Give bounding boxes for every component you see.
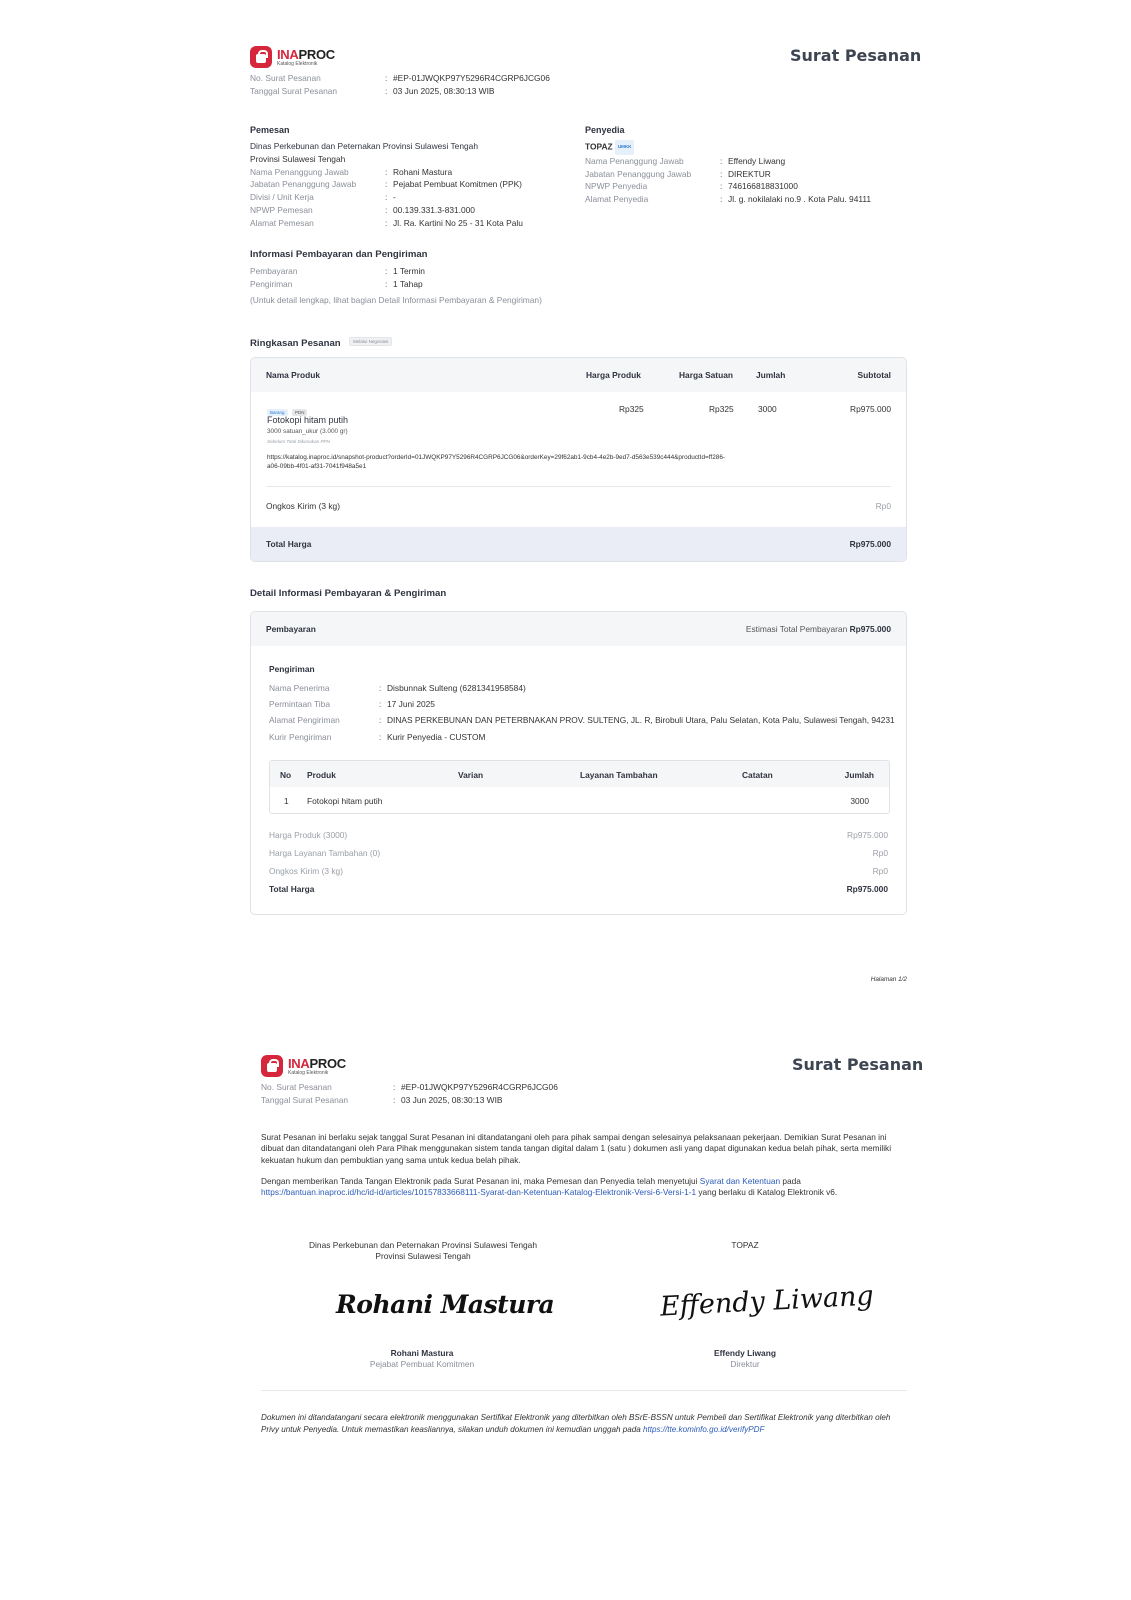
- col-price: Harga Produk: [586, 370, 641, 380]
- shipping-value: DINAS PERKEBUNAN DAN PETERBNAKAN PROV. SULTENG, JL. R, Birobuli Utara, Palu Selatan, Kota Palu, Sulawesi Tengah, 94231: [387, 715, 895, 726]
- shipping-value: 17 Juni 2025: [387, 699, 435, 710]
- shipping-label: Kurir Pengiriman: [269, 731, 332, 742]
- payment-info-note: (Untuk detail lengkap, lihat bagian Detail Informasi Pembayaran & Pengiriman): [250, 294, 542, 305]
- penyedia-value: 746166818831000: [728, 181, 798, 192]
- logo-subtitle: Katalog Elektronik: [277, 60, 318, 67]
- payment-info-label: Pembayaran: [250, 266, 298, 276]
- buyer-role: Pejabat Pembuat Komitmen: [369, 1359, 475, 1370]
- summary-total-row: [251, 527, 906, 561]
- signature-divider: [261, 1390, 907, 1391]
- seller-org: TOPAZ: [731, 1240, 759, 1250]
- sum-value: Rp0: [872, 866, 888, 876]
- detail-card: [250, 611, 907, 915]
- pemesan-label: Nama Penanggung Jawab: [250, 166, 349, 177]
- pemesan-title: Pemesan: [250, 125, 290, 135]
- pemesan-org: Dinas Perkebunan dan Peternakan Provinsi Sulawesi Tengah: [250, 141, 478, 151]
- inaproc-logo-page2: [261, 1055, 346, 1077]
- detail-payment-header: [251, 612, 906, 646]
- pemesan-section: Pemesan Dinas Perkebunan dan Peternakan Provinsi Sulawesi Tengah Provinsi Sulawesi Tengah Nama Penanggung Jawab : Rohani Mastura Jabatan Penanggung Jawab : Pejabat Pembuat Komitmen (PPK) Divisi / Unit Kerja : - NPWP Pemesan : 00.139.331.3-831.000 Alamat Pemesan : Jl. Ra. Kartini No 25 - 31 Kota Palu: [250, 125, 523, 228]
- page-number: Halaman 1/2: [870, 976, 907, 983]
- note-line: Dokumen ini ditandatangani secara elektronik menggunakan Sertifikat Elektronik yang diterbitkan oleh BSrE-BSSN untuk Pembeli dan Sertifikat Elektronik yang diterbitkan oleh: [261, 1413, 891, 1422]
- sum-label: Harga Layanan Tambahan (0): [269, 848, 381, 858]
- penyedia-label: Nama Penanggung Jawab: [585, 155, 684, 166]
- col-jumlah: Jumlah: [844, 770, 874, 780]
- product-price: Rp325: [619, 404, 644, 414]
- pemesan-label: NPWP Pemesan: [250, 204, 313, 215]
- detail-total-value: Rp975.000: [846, 884, 888, 894]
- row-produk: Fotokopi hitam putih: [307, 796, 383, 806]
- shipping-title: Pengiriman: [269, 664, 315, 674]
- payment-label: Pembayaran: [266, 624, 316, 634]
- product-unit: 3000 satuan_ukur (3.000 gr): [267, 428, 348, 435]
- validity-line: kekuatan hukum dan pembuktian yang sama untuk kedua belah pihak.: [261, 1154, 521, 1165]
- seller-signatory: [645, 1348, 845, 1371]
- sum-value: Rp975.000: [847, 830, 888, 840]
- agreement-text: Dengan memberikan Tanda Tangan Elektronik pada Surat Pesanan ini, maka Pemesan dan Penyedia telah menyetujui: [261, 1176, 698, 1186]
- shipping-cost-value: Rp0: [875, 501, 891, 511]
- col-quantity: Jumlah: [756, 370, 786, 380]
- buyer-org-line: Provinsi Sulawesi Tengah: [375, 1251, 471, 1262]
- agreement-text: yang berlaku di Katalog Elektronik v6.: [698, 1187, 838, 1198]
- pemesan-value: Rohani Mastura: [393, 166, 453, 177]
- order-summary-card: [250, 357, 907, 562]
- logo-text-red: INA: [288, 1055, 310, 1071]
- col-subtotal: Subtotal: [857, 370, 891, 380]
- product-snapshot-link[interactable]: https://katalog.inaproc.id/snapshot-product?orderId=01JWQKP97Y5296R4CGRP6JCG06&orderKey=29f62ab1-9cb4-4e2b-9ed7-d563e539c444&productId=ff286-: [267, 454, 726, 461]
- col-catatan: Catatan: [742, 770, 773, 780]
- detail-total-label: Total Harga: [269, 884, 315, 894]
- penyedia-title: Penyedia: [585, 125, 625, 135]
- sum-label: Harga Produk (3000): [269, 830, 348, 840]
- product-subtotal: Rp975.000: [850, 404, 891, 414]
- logo-text-dark: PROC: [309, 1055, 346, 1071]
- order-date-label: Tanggal Surat Pesanan: [261, 1094, 349, 1105]
- order-number-label: No. Surat Pesanan: [261, 1082, 332, 1092]
- pdn-badge: PDN: [292, 409, 308, 416]
- col-no: No: [280, 770, 292, 780]
- pemesan-label: Divisi / Unit Kerja: [250, 192, 314, 203]
- sum-value: Rp0: [872, 848, 888, 858]
- negotiation-badge: Melalui Negosiasi: [349, 337, 392, 346]
- total-value: Rp975.000: [849, 539, 891, 549]
- agreement-text: pada: [782, 1176, 801, 1186]
- terms-url-link[interactable]: https://bantuan.inaproc.id/hc/id-id/articles/10157833668111-Syarat-dan-Ketentuan-Katalog-Elektronik-Versi-6-Versi-1-1: [261, 1187, 697, 1198]
- product-name: Fotokopi hitam putih: [267, 415, 349, 425]
- penyedia-label: Alamat Penyedia: [585, 194, 649, 205]
- table-row: [270, 787, 889, 814]
- page-title: Surat Pesanan: [790, 46, 922, 65]
- penyedia-label: Jabatan Penanggung Jawab: [585, 168, 692, 179]
- pemesan-value: Pejabat Pembuat Komitmen (PPK): [393, 179, 522, 190]
- buyer-signatory: [322, 1348, 522, 1371]
- validity-line: Surat Pesanan ini berlaku sejak tanggal Surat Pesanan ini ditandatangani oleh para pihak sampai dengan selesainya pelaksanaan pekerjaan. Demikian Surat Pesanan ini: [261, 1132, 887, 1142]
- penyedia-value: Effendy Liwang: [728, 155, 786, 166]
- order-number-value: #EP-01JWQKP97Y5296R4CGRP6JCG06: [401, 1082, 558, 1092]
- penyedia-section: Penyedia TOPAZ UMKK Nama Penanggung Jawab : Effendy Liwang Jabatan Penanggung Jawab : DIREKTUR NPWP Penyedia : 746166818831000 Alamat Penyedia : Jl. g. nokilalaki no.9 . Kota Palu. 94111: [585, 125, 872, 205]
- product-quantity: 3000: [758, 404, 777, 414]
- payment-info-section: Informasi Pembayaran dan Pengiriman Pembayaran : 1 Termin Pengiriman : 1 Tahap (Untuk detail lengkap, lihat bagian Detail Informasi Pembayaran & Pengiriman): [250, 249, 542, 305]
- shipping-label: Permintaan Tiba: [269, 699, 330, 710]
- order-date-value: 03 Jun 2025, 08:30:13 WIB: [401, 1094, 503, 1105]
- pemesan-value: -: [393, 192, 396, 203]
- penyedia-name: TOPAZ: [585, 141, 613, 152]
- sum-label: Ongkos Kirim (3 kg): [269, 866, 343, 876]
- summary-divider: [266, 486, 891, 487]
- payment-info-value: 1 Tahap: [393, 278, 423, 289]
- buyer-signature: Rohani Mastura: [336, 1290, 555, 1319]
- agreement-paragraph: [261, 1176, 911, 1199]
- pemesan-value: 00.139.331.3-831.000: [393, 204, 475, 215]
- order-date-label: Tanggal Surat Pesanan: [250, 85, 338, 96]
- logo-subtitle: Katalog Elektronik: [288, 1069, 329, 1076]
- shipping-label: Alamat Pengiriman: [269, 715, 340, 726]
- shipping-items-header: [270, 761, 889, 787]
- order-date-value: 03 Jun 2025, 08:30:13 WIB: [393, 85, 495, 96]
- note-line: Privy untuk Penyedia. Untuk memastikan keasliannya, silakan unduh dokumen ini kemudian unggah pada: [261, 1424, 641, 1434]
- pemesan-label: Jabatan Penanggung Jawab: [250, 179, 357, 190]
- col-layanan: Layanan Tambahan: [580, 770, 658, 780]
- product-tax-note: Sebelum Total Dikenakan PPN: [267, 439, 330, 444]
- ringkasan-title: Ringkasan Pesanan: [250, 338, 341, 349]
- shopping-bag-icon: [250, 46, 272, 68]
- shopping-bag-icon: [261, 1055, 283, 1077]
- row-jumlah: 3000: [850, 796, 869, 806]
- seller-signature: Effendy Liwang: [659, 1280, 875, 1323]
- product-snapshot-link-cont[interactable]: a06-09bb-4f01-af31-7041f948a5e1: [267, 463, 367, 470]
- validity-paragraph: [261, 1132, 911, 1166]
- verify-pdf-link[interactable]: https://tte.kominfo.go.id/verifyPDF: [643, 1424, 765, 1434]
- buyer-org-line: Dinas Perkebunan dan Peternakan Provinsi Sulawesi Tengah: [309, 1240, 537, 1250]
- pemesan-province: Provinsi Sulawesi Tengah: [250, 153, 346, 164]
- order-summary-header: [251, 358, 906, 392]
- detail-title: Detail Informasi Pembayaran & Pengiriman: [250, 588, 447, 599]
- col-produk: Produk: [307, 770, 336, 780]
- electronic-signature-note: [261, 1412, 911, 1435]
- penyedia-label: NPWP Penyedia: [585, 181, 648, 192]
- col-varian: Varian: [458, 770, 484, 780]
- col-unit-price: Harga Satuan: [679, 370, 733, 380]
- penyedia-value: Jl. g. nokilalaki no.9 . Kota Palu. 94111: [728, 194, 872, 205]
- inaproc-logo: [250, 46, 335, 68]
- product-unit-price: Rp325: [709, 404, 734, 414]
- terms-link[interactable]: Syarat dan Ketentuan: [699, 1176, 781, 1186]
- estimate-value: Rp975.000: [849, 624, 891, 634]
- estimate-label: Estimasi Total Pembayaran: [745, 624, 848, 634]
- shipping-value: Kurir Penyedia - CUSTOM: [387, 731, 486, 742]
- order-meta: No. Surat Pesanan : #EP-01JWQKP97Y5296R4CGRP6JCG06 Tanggal Surat Pesanan : 03 Jun 2025, 08:30:13 WIB: [250, 73, 550, 96]
- shipping-value: Disbunnak Sulteng (6281341958584): [387, 683, 526, 693]
- shipping-label: Nama Penerima: [269, 683, 330, 693]
- order-meta-page2: No. Surat Pesanan : #EP-01JWQKP97Y5296R4CGRP6JCG06 Tanggal Surat Pesanan : 03 Jun 2025, 08:30:13 WIB: [261, 1082, 558, 1105]
- pemesan-label: Alamat Pemesan: [250, 217, 314, 228]
- buyer-name: Rohani Mastura: [390, 1348, 454, 1358]
- order-number-label: No. Surat Pesanan: [250, 73, 321, 83]
- penyedia-value: DIREKTUR: [728, 168, 771, 179]
- col-product: Nama Produk: [266, 370, 320, 380]
- page2-title: Surat Pesanan: [792, 1055, 924, 1074]
- shipping-details: Nama Penerima : Disbunnak Sulteng (6281341958584) Permintaan Tiba : 17 Juni 2025 Alamat Pengiriman : DINAS PERKEBUNAN DAN PETERBNAKAN PROV. SULTENG, JL. R, Birobuli Utara, Palu Selatan, Kota Palu, Sulawesi Tengah, 94231 Kurir Pengiriman : Kurir Penyedia - CUSTOM: [269, 680, 895, 745]
- logo-text-red: INA: [277, 46, 299, 62]
- pemesan-value: Jl. Ra. Kartini No 25 - 31 Kota Palu: [393, 217, 523, 228]
- payment-info-value: 1 Termin: [393, 266, 425, 276]
- validity-line: dibuat dan ditandatangani oleh Para Pihak menggunakan sistem tanda tangan digital dalam 1 (satu ) dokumen asli yang dapat digunakan kedua belah pihak, serta memiliki: [261, 1143, 892, 1154]
- buyer-org: [282, 1240, 564, 1263]
- payment-info-label: Pengiriman: [250, 278, 293, 289]
- seller-role: Direktur: [730, 1359, 760, 1370]
- ringkasan-heading: [250, 333, 392, 351]
- shipping-items-table: [269, 760, 890, 814]
- umkk-badge: UMKK: [615, 140, 635, 155]
- logo-text-dark: PROC: [298, 46, 335, 62]
- seller-name: Effendy Liwang: [714, 1348, 776, 1358]
- order-number-value: #EP-01JWQKP97Y5296R4CGRP6JCG06: [393, 73, 550, 83]
- shipping-cost-label: Ongkos Kirim (3 kg): [266, 501, 340, 511]
- payment-info-title: Informasi Pembayaran dan Pengiriman: [250, 249, 428, 260]
- row-no: 1: [284, 796, 289, 806]
- total-label: Total Harga: [266, 539, 312, 549]
- barang-badge: Barang: [267, 409, 288, 416]
